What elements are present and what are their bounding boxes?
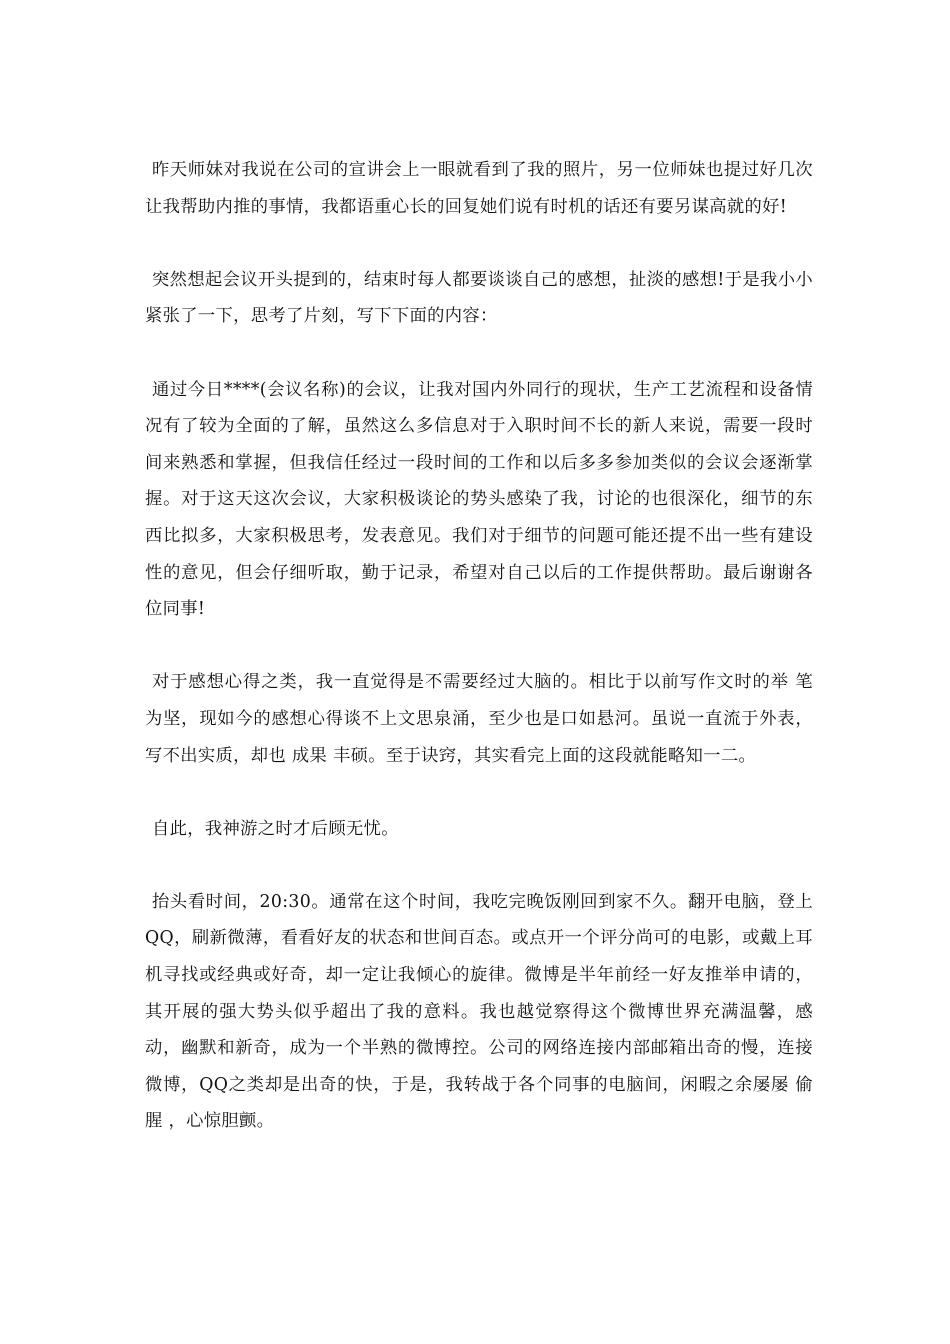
paragraph-5: 自此，我神游之时才后顾无忧。 (152, 818, 399, 839)
paragraph-1: 昨天师妹对我说在公司的宣讲会上一眼就看到了我的照片，另一位师妹也提过好几次让我帮助内推的事情，我都语重心长的回复她们说有时机的话还有要另谋高就的好! (145, 160, 813, 217)
paragraph-2: 突然想起会议开头提到的，结束时每人都要谈谈自己的感想，扯淡的感想!于是我小小紧张了一下，思考了片刻，写下下面的内容： (145, 269, 813, 327)
document-body (145, 152, 813, 1140)
paragraph-4: 对于感想心得之类，我一直觉得是不需要经过大脑的。相比于以前写作文时的举 笔 为坚，现如今的感想心得谈不上文思泉涌，至少也是口如悬河。虽说一直流于外表，写不出实质，却也 成果 丰硕。至于诀窍，其实看完上面的这段就能略知一二。 (145, 672, 813, 766)
paragraph-3: 通过今日****(会议名称)的会议，让我对国内外同行的现状，生产工艺流程和设备情况有了较为全面的了解，虽然这么多信息对于入职时间不长的新人来说，需要一段时间来熟悉和掌握，但我信任经过一段时间的工作和以后多多参加类似的会议会逐渐掌握。对于这天这次会议，大家积极谈论的势头感染了我，讨论的也很深化，细节的东西比拟多，大家积极思考，发表意见。我们对于细节的问题可能还提不出一些有建设性的意见，但会仔细听取，勤于记录，希望对自己以后的工作提供帮助。最后谢谢各位同事! (145, 379, 813, 620)
paragraph-6: 抬头看时间，20:30。通常在这个时间，我吃完晚饭刚回到家不久。翻开电脑，登上QQ，刷新微薄，看看好友的状态和世间百态。或点开一个评分尚可的电影，或戴上耳机寻找或经典或好奇，却一定让我倾心的旋律。微博是半年前经一好友推举申请的，其开展的强大势头似乎超出了我的意料。我也越觉察得这个微博世界充满温馨，感动，幽默和新奇，成为一个半熟的微博控。公司的网络连接内部邮箱出奇的慢，连接微博，QQ之类却是出奇的快，于是，我转战于各个同事的电脑间，闲暇之余屡屡 偷腥 ，心惊胆颤。 (145, 891, 813, 1132)
